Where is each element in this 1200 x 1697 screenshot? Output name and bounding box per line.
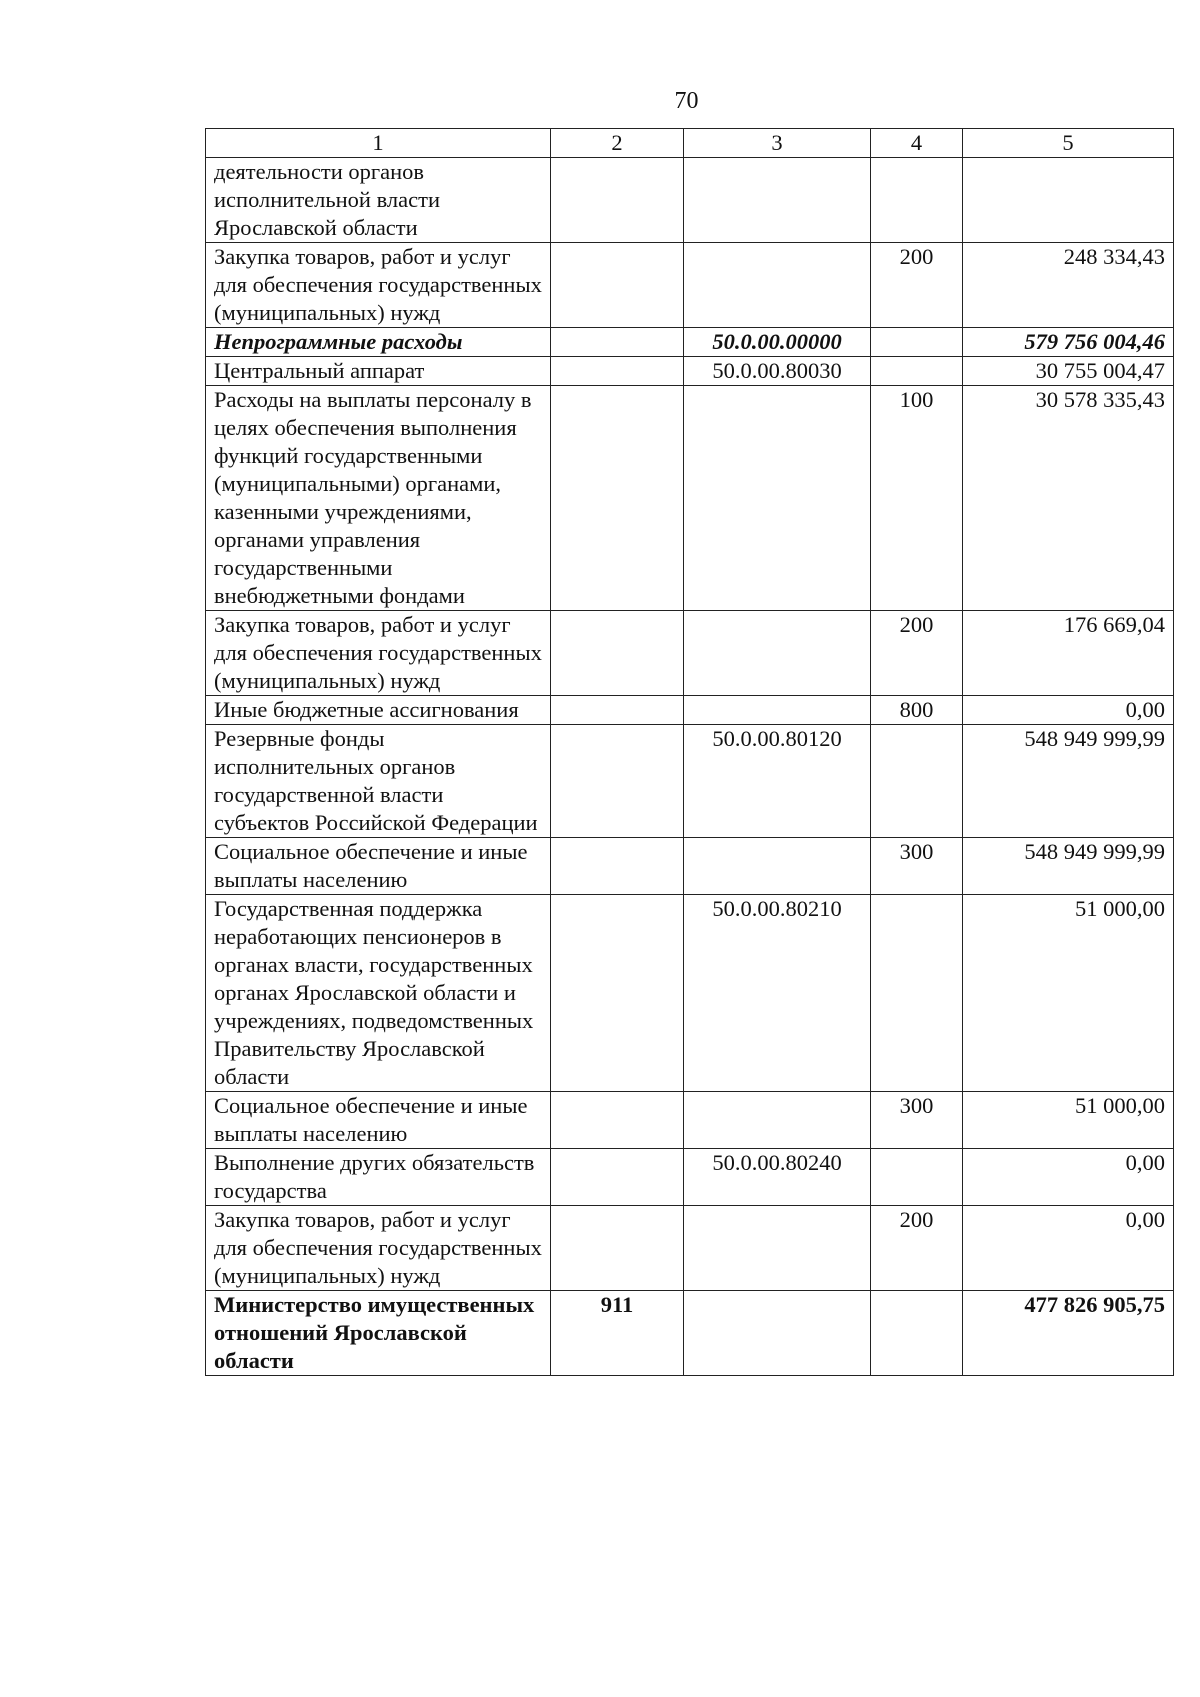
header-col-2: 2 — [551, 129, 684, 158]
row-name-cell: Резервные фонды исполнительных органов государственной власти субъектов Российской Федерации — [206, 725, 551, 838]
row-expense-type-cell — [871, 328, 963, 357]
row-target-code-cell: 50.0.00.80240 — [684, 1149, 871, 1206]
row-col2-cell — [551, 1092, 684, 1149]
row-col2-cell — [551, 838, 684, 895]
row-name-cell: Расходы на выплаты персоналу в целях обеспечения выполнения функций государственными (муниципальными) органами, казенными учреждениями, органами управления государственными внебюджетными фондами — [206, 386, 551, 611]
header-col-3: 3 — [684, 129, 871, 158]
header-col-4: 4 — [871, 129, 963, 158]
row-amount-cell: 176 669,04 — [963, 611, 1174, 696]
row-expense-type-cell: 300 — [871, 838, 963, 895]
table-row — [206, 1092, 1174, 1149]
row-target-code-cell: 50.0.00.80120 — [684, 725, 871, 838]
row-name-cell: Закупка товаров, работ и услуг для обеспечения государственных (муниципальных) нужд — [206, 1206, 551, 1291]
table-row — [206, 1206, 1174, 1291]
table-row — [206, 357, 1174, 386]
row-target-code-cell: 50.0.00.80030 — [684, 357, 871, 386]
table-row — [206, 243, 1174, 328]
row-amount-cell: 0,00 — [963, 1206, 1174, 1291]
row-target-code-cell — [684, 1291, 871, 1376]
row-name-cell: деятельности органов исполнительной власти Ярославской области — [206, 158, 551, 243]
row-col2-cell — [551, 386, 684, 611]
row-target-code-cell — [684, 838, 871, 895]
row-name-cell: Закупка товаров, работ и услуг для обеспечения государственных (муниципальных) нужд — [206, 243, 551, 328]
row-amount-cell: 30 578 335,43 — [963, 386, 1174, 611]
row-name-cell: Министерство имущественных отношений Ярославской области — [206, 1291, 551, 1376]
table-row — [206, 895, 1174, 1092]
row-col2-cell — [551, 1149, 684, 1206]
row-target-code-cell — [684, 386, 871, 611]
row-col2-cell — [551, 895, 684, 1092]
row-target-code-cell: 50.0.00.00000 — [684, 328, 871, 357]
row-name-cell: Выполнение других обязательств государства — [206, 1149, 551, 1206]
row-target-code-cell: 50.0.00.80210 — [684, 895, 871, 1092]
row-expense-type-cell — [871, 357, 963, 386]
row-name-cell: Социальное обеспечение и иные выплаты населению — [206, 838, 551, 895]
page-number: 70 — [674, 88, 699, 114]
table-row — [206, 838, 1174, 895]
row-amount-cell: 579 756 004,46 — [963, 328, 1174, 357]
row-expense-type-cell — [871, 725, 963, 838]
row-expense-type-cell — [871, 1291, 963, 1376]
table-row — [206, 611, 1174, 696]
row-amount-cell: 51 000,00 — [963, 895, 1174, 1092]
row-name-cell: Государственная поддержка неработающих пенсионеров в органах власти, государственных органах Ярославской области и учреждениях, подведомственных Правительству Ярославской области — [206, 895, 551, 1092]
table-row — [206, 1291, 1174, 1376]
table-row — [206, 1149, 1174, 1206]
row-col2-cell — [551, 1206, 684, 1291]
row-amount-cell: 0,00 — [963, 1149, 1174, 1206]
table-row — [206, 386, 1174, 611]
row-name-cell: Центральный аппарат — [206, 357, 551, 386]
row-target-code-cell — [684, 243, 871, 328]
row-amount-cell: 548 949 999,99 — [963, 725, 1174, 838]
row-expense-type-cell — [871, 1149, 963, 1206]
row-target-code-cell — [684, 1206, 871, 1291]
row-name-cell: Непрограммные расходы — [206, 328, 551, 357]
table-row — [206, 158, 1174, 243]
table-row — [206, 725, 1174, 838]
row-target-code-cell — [684, 158, 871, 243]
row-expense-type-cell: 200 — [871, 243, 963, 328]
row-expense-type-cell: 100 — [871, 386, 963, 611]
header-col-5: 5 — [963, 129, 1174, 158]
row-name-cell: Социальное обеспечение и иные выплаты населению — [206, 1092, 551, 1149]
row-expense-type-cell: 200 — [871, 1206, 963, 1291]
row-amount-cell: 477 826 905,75 — [963, 1291, 1174, 1376]
row-col2-cell — [551, 243, 684, 328]
row-col2-cell — [551, 725, 684, 838]
row-amount-cell: 0,00 — [963, 696, 1174, 725]
row-name-cell: Закупка товаров, работ и услуг для обеспечения государственных (муниципальных) нужд — [206, 611, 551, 696]
row-amount-cell: 548 949 999,99 — [963, 838, 1174, 895]
header-col-1: 1 — [206, 129, 551, 158]
row-target-code-cell — [684, 611, 871, 696]
row-name-cell: Иные бюджетные ассигнования — [206, 696, 551, 725]
row-col2-cell — [551, 611, 684, 696]
row-expense-type-cell: 800 — [871, 696, 963, 725]
row-col2-cell — [551, 357, 684, 386]
row-amount-cell — [963, 158, 1174, 243]
row-col2-cell: 911 — [551, 1291, 684, 1376]
row-expense-type-cell — [871, 158, 963, 243]
table-row — [206, 328, 1174, 357]
row-col2-cell — [551, 696, 684, 725]
row-expense-type-cell — [871, 895, 963, 1092]
row-expense-type-cell: 200 — [871, 611, 963, 696]
row-expense-type-cell: 300 — [871, 1092, 963, 1149]
row-amount-cell: 30 755 004,47 — [963, 357, 1174, 386]
table-row — [206, 696, 1174, 725]
row-target-code-cell — [684, 1092, 871, 1149]
row-target-code-cell — [684, 696, 871, 725]
row-amount-cell: 51 000,00 — [963, 1092, 1174, 1149]
budget-table — [205, 128, 1174, 1376]
row-col2-cell — [551, 328, 684, 357]
row-amount-cell: 248 334,43 — [963, 243, 1174, 328]
header-row — [206, 129, 1174, 158]
row-col2-cell — [551, 158, 684, 243]
